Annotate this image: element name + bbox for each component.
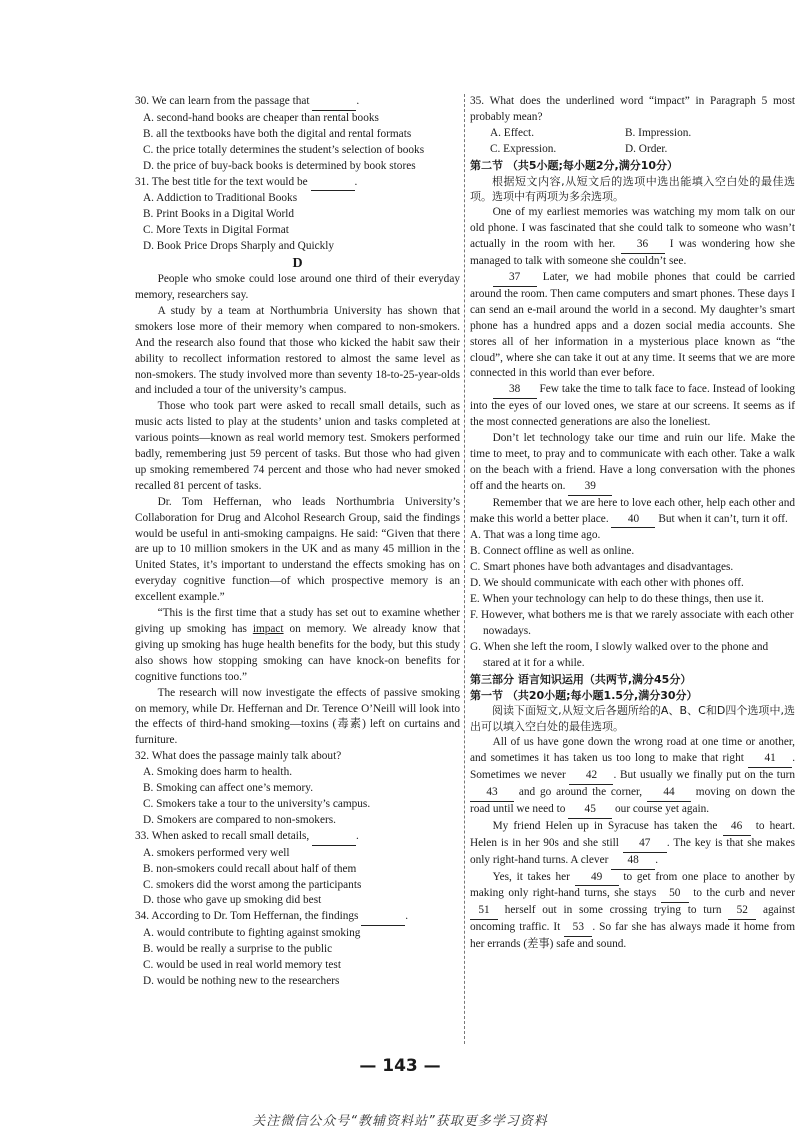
passage-paragraph: Don’t let technology take our time and ruin our life. Make the time to meet, to pray and to communicate with each other. Take a walk on the beach with a friend. Have a long conversation with the phones off and the hearts on. 39 — [470, 431, 795, 496]
q30-option-c[interactable]: C. the price totally determines the student’s selection of books — [143, 143, 425, 156]
cloze-paragraph: My friend Helen up in Syracuse has taken the 46 to heart. Helen is in her 90s and she still 47 . The key is that she makes only right-hand turns. A clever 48 . — [470, 819, 795, 870]
choice-a[interactable]: A. That was a long time ago. — [470, 529, 601, 542]
q31-stem: 31. The best title for the text would be — [135, 175, 308, 188]
blank-47[interactable]: 47 — [623, 836, 667, 853]
q32-stem: 32. What does the passage mainly talk about? — [135, 750, 342, 763]
q33-option-b[interactable]: B. non-smokers could recall about half of them — [143, 862, 357, 875]
choice-d[interactable]: D. We should communicate with each other with phones off. — [470, 577, 744, 590]
q35-stem: 35. What does the underlined word “impact” in Paragraph 5 most probably mean? — [470, 95, 795, 123]
q35-option-d[interactable]: D. Order. — [625, 142, 668, 155]
section-1-instructions: 阅读下面短文,从短文后各题所给的A、B、C和D四个选项中,选出可以填入空白处的最佳选项。 — [470, 704, 795, 734]
blank-48[interactable]: 48 — [611, 853, 655, 870]
section-2-heading: 第二节 （共5小题;每小题2分,满分10分） — [470, 158, 679, 172]
blank-50[interactable]: 50 — [661, 886, 689, 903]
q31-option-d[interactable]: D. Book Price Drops Sharply and Quickly — [143, 240, 335, 253]
section-d-title: D — [292, 256, 303, 272]
q35-option-b[interactable]: B. Impression. — [625, 126, 692, 139]
part-3-heading: 第三部分 语言知识运用（共两节,满分45分） — [470, 672, 692, 686]
blank-39[interactable]: 39 — [568, 479, 612, 496]
cloze-paragraph: Yes, it takes her 49 to get from one place to another by making only right-hand turns, she stays 50 to the curb and never 51 herself out in some crossing trying to turn 52 against oncoming traffic. It 53 . So far she has always made it home from her errands (差事) safe and sound. — [470, 870, 796, 951]
passage-paragraph: Remember that we are here to love each other, help each other and make this world a better place. 40 But when it can’t, turn it off. — [470, 496, 795, 529]
passage-paragraph: 38 Few take the time to talk face to face. Instead of looking into the eyes of our loved ones, we stare at our screens. It seems as if the most connected generations are also the loneliest. — [470, 383, 796, 429]
q34-option-b[interactable]: B. would be really a surprise to the public — [143, 943, 333, 956]
blank-46[interactable]: 46 — [723, 819, 751, 836]
blank-52[interactable]: 52 — [728, 903, 756, 920]
blank-53[interactable]: 53 — [564, 920, 592, 937]
answer-blank[interactable] — [311, 175, 355, 192]
question-34: 34. According to Dr. Tom Heffernan, the findings . A. would contribute to fighting against smoking B. would be really a surprise to the public C. would be used in real world memory test D. would be nothing new to the researchers — [135, 909, 460, 990]
blank-42[interactable]: 42 — [569, 768, 613, 785]
q35-option-a[interactable]: A. Effect. — [490, 126, 535, 139]
passage-paragraph: A study by a team at Northumbria University has shown that smokers lose more of their memory when compared to non-smokers. And the research also found that those who kicked the habit saw their ability to recollect information restored to almost the same level as non-smokers. The study involved more than seventy 18-to-25-year-olds and included a tour of the university’s campus. — [135, 304, 460, 397]
blank-43[interactable]: 43 — [470, 785, 514, 802]
answer-blank[interactable] — [312, 829, 356, 846]
q32-option-d[interactable]: D. Smokers are compared to non-smokers. — [143, 813, 336, 826]
q32-option-b[interactable]: B. Smoking can affect one’s memory. — [143, 782, 314, 795]
question-33: 33. When asked to recall small details, . A. smokers performed very well B. non-smokers could recall about half of them C. smokers did the worst among the participants D. those who gave up smoking did best — [135, 829, 460, 910]
passage-paragraph: People who smoke could lose around one third of their everyday memory, researchers say. — [135, 273, 460, 301]
passage-paragraph: 37 Later, we had mobile phones that could be carried around the room. Then came computers and smart phones. These days I can send an e-mail around the world in a second. My daughter’s smart phone has a hundred apps and a dozen social media accounts. She stores all of her information in a mysterious place known as “the cloud”, where she can take it out at any time. It seems that we are more connected in this world than ever before. — [470, 270, 796, 380]
q33-option-c[interactable]: C. smokers did the worst among the participants — [143, 878, 362, 891]
section-1-heading: 第一节 （共20小题;每小题1.5分,满分30分） — [470, 688, 698, 702]
page-number: — 143 — — [359, 1056, 441, 1076]
passage-paragraph: “This is the first time that a study has set out to examine whether giving up smoking has impact on memory. We already know that giving up smoking has huge health benefits for the body, but this study also shows how stopping smoking can have knock-on benefits for cognitive functions too.” — [135, 607, 460, 683]
blank-37[interactable]: 37 — [493, 270, 537, 287]
question-31: 31. The best title for the text would be . A. Addiction to Traditional Books B. Print Books in a Digital World C. More Texts in Digital Format D. Book Price Drops Sharply and Quickly — [135, 175, 460, 256]
answer-blank[interactable] — [312, 94, 356, 111]
answer-blank[interactable] — [361, 909, 405, 926]
q32-option-c[interactable]: C. Smokers take a tour to the university’s campus. — [143, 797, 371, 810]
q31-option-b[interactable]: B. Print Books in a Digital World — [143, 208, 295, 221]
underlined-word-impact: impact — [252, 623, 284, 635]
right-column — [470, 94, 795, 953]
passage-paragraph: One of my earliest memories was watching my mom talk on our old phone. I was fascinated that she could talk to someone who wasn’t actually in the room with her. 36 I was wondering how she managed to talk with someone she couldn’t see. — [470, 206, 795, 268]
blank-41[interactable]: 41 — [748, 751, 792, 768]
blank-51[interactable]: 51 — [470, 903, 498, 920]
q34-option-d[interactable]: D. would be nothing new to the researchers — [143, 974, 340, 987]
cloze-paragraph: All of us have gone down the wrong road at one time or another, and sometimes it has taken us too long to make that right 41 . Sometimes we never 42 . But usually we finally put on the turn 43 and go around the corner, 44 moving on down the road until we need to 45 our course yet again. — [470, 735, 795, 819]
q30-stem: 30. We can learn from the passage that — [135, 95, 310, 107]
passage-paragraph: The research will now investigate the effects of passive smoking on memory, while Dr. Heffernan and Dr. Terence O’Neill will look into the effects of third-hand smoking—toxins (毒素) left on curtains and furniture. — [135, 686, 460, 747]
q30-option-d[interactable]: D. the price of buy-back books is determined by book stores — [143, 159, 416, 172]
blank-40[interactable]: 40 — [611, 512, 655, 529]
q35-option-c[interactable]: C. Expression. — [490, 142, 557, 155]
blank-49[interactable]: 49 — [575, 870, 619, 887]
choice-c[interactable]: C. Smart phones have both advantages and disadvantages. — [470, 561, 734, 574]
column-divider — [464, 94, 465, 1044]
q32-option-a[interactable]: A. Smoking does harm to health. — [143, 766, 293, 779]
blank-45[interactable]: 45 — [568, 802, 612, 819]
q33-option-a[interactable]: A. smokers performed very well — [143, 846, 290, 859]
q33-stem: 33. When asked to recall small details, — [135, 829, 310, 842]
q34-option-c[interactable]: C. would be used in real world memory test — [143, 959, 341, 972]
question-30: 30. We can learn from the passage that . A. second-hand books are cheaper than rental books B. all the textbooks have both the digital and rental formats C. the price totally determines the student’s selection of books D. the price of buy-back books is determined by book stores — [135, 94, 460, 175]
blank-36[interactable]: 36 — [621, 237, 665, 254]
passage-paragraph: Dr. Tom Heffernan, who leads Northumbria University’s Collaboration for Drug and Alcohol Research Group, said the findings would be useful in anti-smoking campaigns. He said: “Given that there are up to 10 million smokers in the UK and as many 45 million in the United States, it’s important to understand the effects smoking has on everyday cognitive function—of which prospective memory is an excellent example.” — [135, 495, 460, 604]
left-column — [135, 94, 460, 990]
choice-g[interactable]: G. When she left the room, I slowly walked over to the phone and stared at it for a while. — [470, 640, 769, 669]
blank-38[interactable]: 38 — [493, 382, 537, 399]
choice-f[interactable]: F. However, what bothers me is that we rarely associate with each other nowadays. — [470, 609, 794, 637]
q33-option-d[interactable]: D. those who gave up smoking did best — [143, 894, 322, 907]
q34-option-a[interactable]: A. would contribute to fighting against smoking — [143, 927, 361, 940]
choice-list — [470, 528, 795, 671]
section-2-instructions: 根据短文内容,从短文后的选项中选出能填入空白处的最佳选项。选项中有两项为多余选项。 — [470, 174, 795, 204]
blank-44[interactable]: 44 — [647, 785, 691, 802]
passage-paragraph: Those who took part were asked to recall small details, such as music acts listed to play at the students’ union and tasks completed at various points—known as real world memory test. Smokers performed badly, remembering just 59 percent of tasks. But those who had given up smoking remembered 74 percent and those who had never smoked recalled 81 percent of tasks. — [135, 400, 460, 492]
q30-option-b[interactable]: B. all the textbooks have both the digital and rental formats — [143, 127, 412, 140]
q31-option-c[interactable]: C. More Texts in Digital Format — [143, 224, 289, 237]
q34-stem: 34. According to Dr. Tom Heffernan, the findings — [135, 910, 359, 923]
question-32 — [135, 749, 460, 829]
choice-e[interactable]: E. When your technology can help to do these things, then use it. — [470, 593, 764, 606]
q31-option-a[interactable]: A. Addiction to Traditional Books — [143, 192, 298, 205]
footer-note: 关注微信公众号“教辅资料站”获取更多学习资料 — [252, 1114, 548, 1129]
question-35 — [470, 94, 795, 158]
q30-option-a[interactable]: A. second-hand books are cheaper than rental books — [143, 111, 379, 124]
choice-b[interactable]: B. Connect offline as well as online. — [470, 545, 635, 558]
